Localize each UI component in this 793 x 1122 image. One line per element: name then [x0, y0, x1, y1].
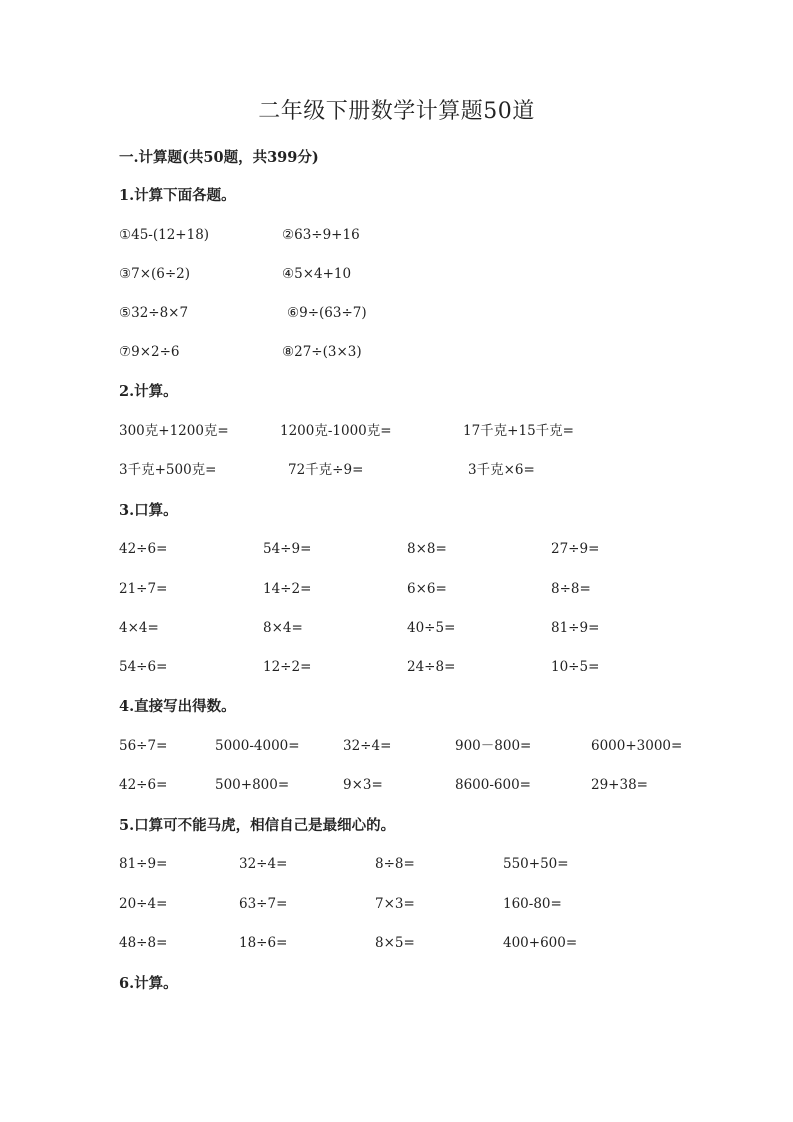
question-2-item: 17千克+15千克= — [463, 423, 574, 439]
question-4-item: 5000-4000= — [215, 738, 300, 754]
question-3-heading: 3.口算。 — [119, 502, 178, 519]
question-3-item: 14÷2= — [263, 581, 312, 597]
question-4-item: 56÷7= — [119, 738, 168, 754]
question-2-item: 300克+1200克= — [119, 423, 229, 439]
question-4-item: 500+800= — [215, 777, 290, 793]
question-2-item: 3千克+500克= — [119, 462, 217, 478]
question-1-item: ⑤32÷8×7 — [119, 305, 189, 321]
question-4-item: 42÷6= — [119, 777, 168, 793]
question-3-item: 54÷9= — [263, 541, 312, 557]
question-1-item: ③7×(6÷2) — [119, 266, 191, 282]
question-3-item: 27÷9= — [551, 541, 600, 557]
question-3-item: 10÷5= — [551, 659, 600, 675]
question-4-item: 6000+3000= — [591, 738, 683, 754]
question-5-item: 8×5= — [375, 935, 415, 951]
question-1-heading: 1.计算下面各题。 — [119, 187, 236, 204]
question-5-item: 8÷8= — [375, 856, 415, 872]
question-5-item: 400+600= — [503, 935, 578, 951]
question-5-heading: 5.口算可不能马虎，相信自己是最细心的。 — [119, 817, 396, 834]
question-3-item: 40÷5= — [407, 620, 456, 636]
question-3-item: 8×4= — [263, 620, 303, 636]
question-3-item: 4×4= — [119, 620, 159, 636]
question-3-item: 24÷8= — [407, 659, 456, 675]
question-1-item: ⑥9÷(63÷7) — [287, 305, 367, 321]
question-5-item: 81÷9= — [119, 856, 168, 872]
question-6-heading: 6.计算。 — [119, 975, 178, 992]
question-5-item: 63÷7= — [239, 896, 288, 912]
question-1-item: ①45-(12+18) — [119, 227, 210, 243]
question-3-item: 12÷2= — [263, 659, 312, 675]
question-5-item: 160-80= — [503, 896, 562, 912]
question-3-item: 8÷8= — [551, 581, 591, 597]
question-1-item: ④5×4+10 — [282, 266, 352, 282]
question-4-item: 8600-600= — [455, 777, 531, 793]
question-2-item: 3千克×6= — [468, 462, 535, 478]
question-1-item: ②63÷9+16 — [282, 227, 360, 243]
question-2-item: 1200克-1000克= — [280, 423, 392, 439]
question-1-item: ⑧27÷(3×3) — [282, 344, 362, 360]
question-3-item: 42÷6= — [119, 541, 168, 557]
question-2-heading: 2.计算。 — [119, 383, 178, 400]
question-4-item: 29+38= — [591, 777, 648, 793]
question-3-item: 6×6= — [407, 581, 447, 597]
question-2-item: 72千克÷9= — [288, 462, 364, 478]
question-5-item: 18÷6= — [239, 935, 288, 951]
question-3-item: 8×8= — [407, 541, 447, 557]
question-1-item: ⑦9×2÷6 — [119, 344, 180, 360]
question-5-item: 48÷8= — [119, 935, 168, 951]
question-5-item: 20÷4= — [119, 896, 168, 912]
question-4-heading: 4.直接写出得数。 — [119, 698, 236, 715]
question-4-item: 900－800= — [455, 738, 532, 754]
question-5-item: 550+50= — [503, 856, 569, 872]
page-title: 二年级下册数学计算题50道 — [258, 99, 535, 124]
question-4-item: 32÷4= — [343, 738, 392, 754]
question-5-item: 7×3= — [375, 896, 415, 912]
question-3-item: 21÷7= — [119, 581, 168, 597]
question-5-item: 32÷4= — [239, 856, 288, 872]
section-heading: 一.计算题(共50题，共399分) — [119, 149, 319, 166]
question-4-item: 9×3= — [343, 777, 383, 793]
question-3-item: 54÷6= — [119, 659, 168, 675]
question-3-item: 81÷9= — [551, 620, 600, 636]
